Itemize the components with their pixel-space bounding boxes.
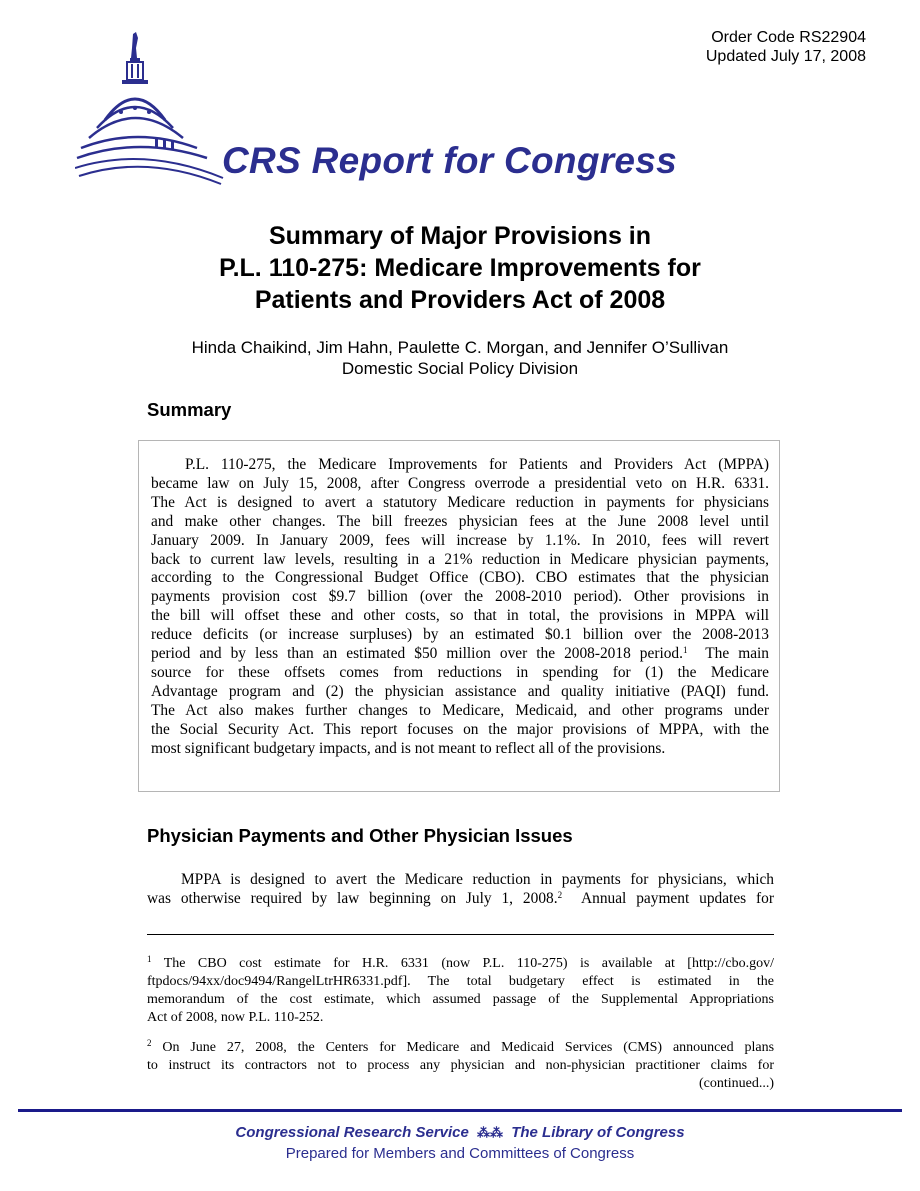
body-line	[147, 889, 774, 908]
footer-library: The Library of Congress	[511, 1124, 685, 1141]
summary-heading: Summary	[147, 399, 232, 420]
summary-line: the bill will offset these and other costs, so that in total, the provisions in MPPA will	[151, 607, 769, 625]
summary-line: payments provision cost $9.7 billion (over the 2008-2010 period). Other provisions in	[151, 588, 769, 606]
ornament-icon: ⁂⁂	[477, 1125, 504, 1140]
title-line: Patients and Providers Act of 2008	[254, 286, 666, 314]
body-line-suffix: Annual payment updates for	[562, 890, 774, 907]
footer-crs: Congressional Research Service	[235, 1124, 469, 1141]
summary-line: reduce deficits (or increase surpluses) by an estimated $0.1 billion over the 2008-2013	[151, 626, 769, 644]
footnote-1	[147, 955, 774, 1027]
division: Domestic Social Policy Division	[341, 359, 579, 378]
summary-line: The Act also makes further changes to Medicare, Medicaid, and other programs under	[151, 701, 769, 719]
footer-tagline: Prepared for Members and Committees of Congress	[285, 1145, 635, 1162]
title-line: Summary of Major Provisions in	[268, 222, 652, 250]
footnote-text: The CBO cost estimate for H.R. 6331 (now P.L. 110-275) is available at [http://cbo.gov/	[163, 956, 775, 971]
continued-marker: (continued...)	[698, 1076, 774, 1091]
summary-text	[151, 456, 769, 759]
footnote-2	[147, 1039, 774, 1093]
footnote-ref: 2	[557, 890, 563, 900]
summary-line: January 2009. In January 2009, fees will increase by 1.1%. In 2010, fees will revert	[151, 531, 769, 549]
footnote-number: 2	[147, 1038, 152, 1048]
footnote-rule	[147, 934, 774, 935]
updated-date: Updated July 17, 2008	[705, 48, 866, 65]
title-line: P.L. 110-275: Medicare Improvements for	[219, 254, 701, 282]
logo-title: CRS Report for Congress	[222, 140, 678, 181]
footnote-line: Act of 2008, now P.L. 110-252.	[147, 1010, 324, 1025]
summary-line-text: period and by less than an estimated $50 million over the 2008-2018 period.	[151, 645, 683, 663]
summary-line: the Social Security Act. This report focuses on the major provisions of MPPA, with the	[151, 720, 769, 738]
summary-line: according to the Congressional Budget Office (CBO). CBO estimates that the physician	[151, 569, 769, 587]
footnote-line: memorandum of the cost estimate, which assumed passage of the Supplemental Appropriations	[147, 992, 774, 1007]
footer-rule	[18, 1109, 902, 1112]
summary-line: and make other changes. The bill freezes physician fees at the June 2008 level until	[151, 512, 769, 530]
summary-line: back to current law levels, resulting in a 21% reduction in Medicare physician payments,	[151, 550, 769, 568]
footer-publisher	[0, 1124, 920, 1141]
footnote-text: On June 27, 2008, the Centers for Medicare and Medicaid Services (CMS) announced plans	[162, 1040, 775, 1055]
summary-line	[151, 645, 769, 664]
authors: Hinda Chaikind, Jim Hahn, Paulette C. Morgan, and Jennifer O’Sullivan	[191, 338, 729, 357]
section-body	[147, 870, 774, 908]
order-code-block	[706, 28, 866, 66]
capitol-dome-icon	[75, 28, 225, 188]
footnote-line	[147, 955, 774, 973]
footnote-line	[147, 1039, 774, 1057]
author-block	[100, 337, 820, 379]
summary-line: source for these offsets comes from reductions in spending for (1) the Medicare	[151, 663, 769, 681]
summary-line-suffix: The main	[687, 645, 770, 663]
section-heading: Physician Payments and Other Physician Issues	[147, 825, 573, 846]
footnote-number: 1	[147, 954, 152, 964]
body-line: MPPA is designed to avert the Medicare reduction in payments for physicians, which	[181, 871, 774, 888]
summary-line: P.L. 110-275, the Medicare Improvements for Patients and Providers Act (MPPA)	[185, 456, 769, 473]
order-code: Order Code RS22904	[711, 29, 866, 46]
footnotes	[147, 955, 774, 1093]
summary-line: most significant budgetary impacts, and is not meant to reflect all of the provisions.	[151, 739, 666, 757]
summary-line: became law on July 15, 2008, after Congress overrode a presidential veto on H.R. 6331.	[151, 474, 769, 492]
footnote-ref: 1	[682, 645, 688, 656]
summary-line: Advantage program and (2) the physician assistance and quality initiative (PAQI) fund.	[151, 682, 769, 700]
body-line-text: was otherwise required by law beginning on July 1, 2008.	[147, 890, 558, 907]
summary-line: The Act is designed to avert a statutory Medicare reduction in payments for physicians	[151, 493, 769, 511]
document-title	[100, 220, 820, 316]
footnote-line: to instruct its contractors not to process any physician and non-physician practitioner claims for	[147, 1058, 774, 1073]
footnote-line: ftpdocs/94xx/doc9494/RangelLtrHR6331.pdf]. The total budgetary effect is estimated in the	[147, 974, 774, 989]
